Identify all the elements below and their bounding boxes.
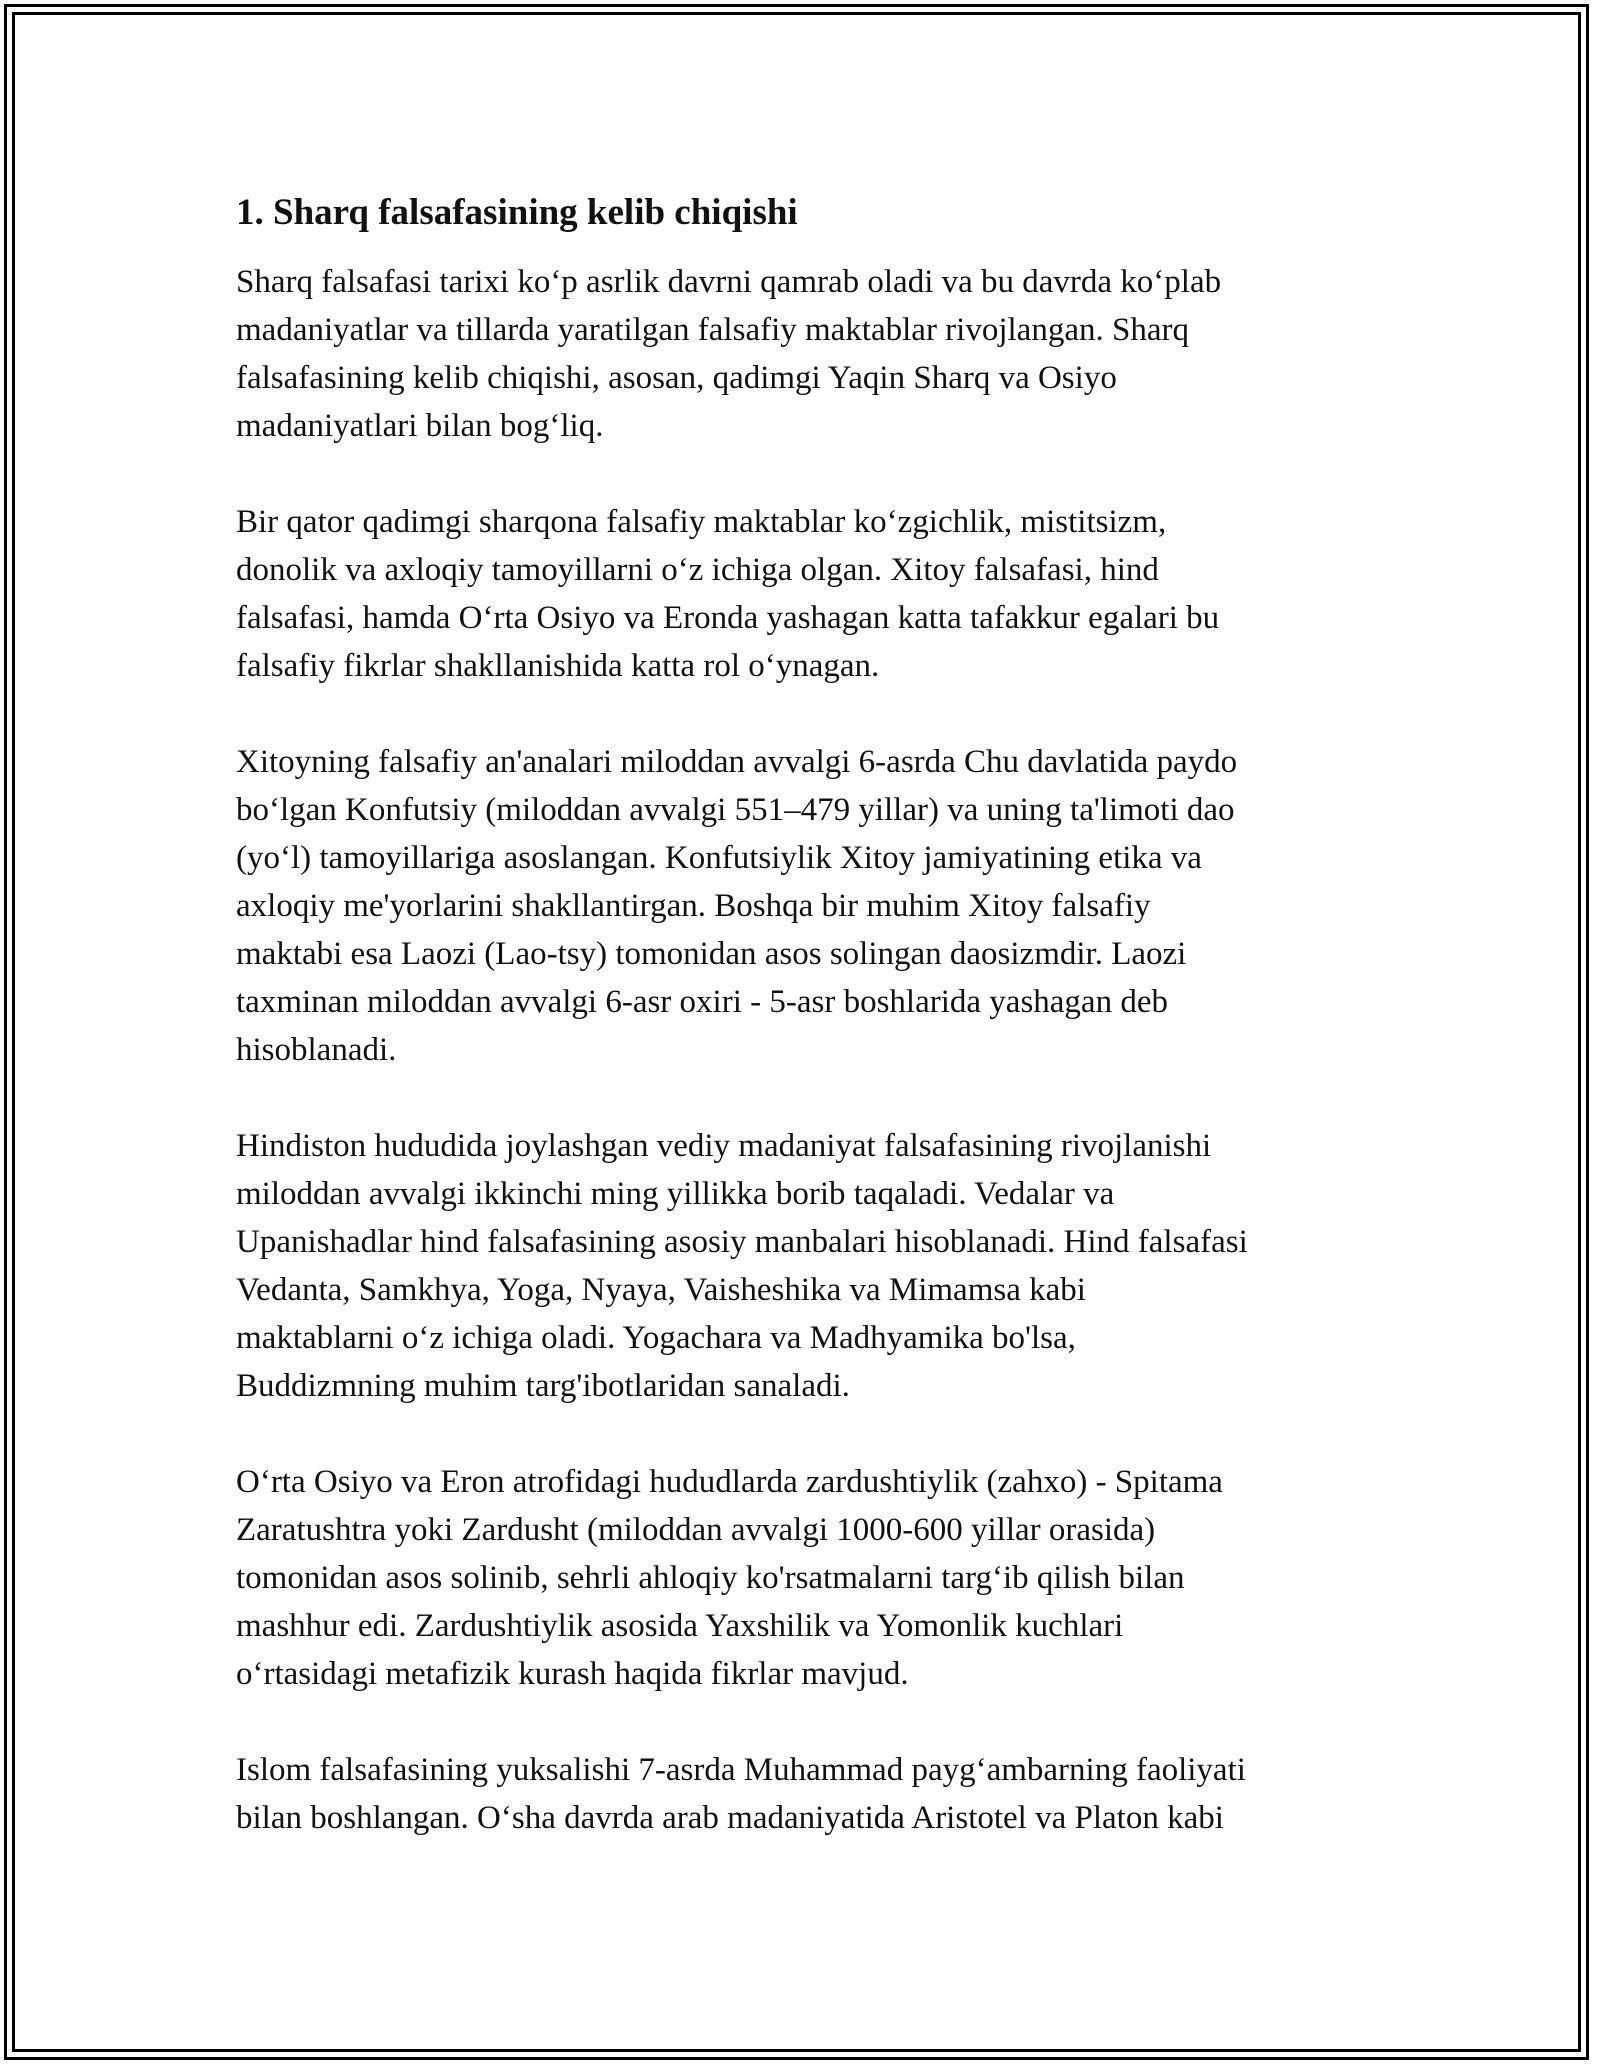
text-line: falsafiy fikrlar shakllanishida katta rol o‘ynagan. (236, 648, 880, 684)
paragraph-indian-philosophy (236, 1122, 1376, 1410)
paragraph-ancient-schools (236, 498, 1376, 690)
text-line: maktabi esa Laozi (Lao-tsy) tomonidan asos solingan daosizmdir. Laozi (236, 936, 1187, 972)
text-line: Vedanta, Samkhya, Yoga, Nyaya, Vaisheshika va Mimamsa kabi (236, 1272, 1086, 1308)
text-line: Sharq falsafasi tarixi ko‘p asrlik davrni qamrab oladi va bu davrda ko‘plab (236, 264, 1222, 300)
text-line: axloqiy me'yorlarini shakllantirgan. Boshqa bir muhim Xitoy falsafiy (236, 888, 1151, 924)
text-line: miloddan avvalgi ikkinchi ming yillikka borib taqaladi. Vedalar va (236, 1176, 1115, 1212)
text-line: bo‘lgan Konfutsiy (miloddan avvalgi 551–479 yillar) va uning ta'limoti dao (236, 792, 1235, 828)
text-line: hisoblanadi. (236, 1032, 397, 1068)
document-body (236, 188, 1376, 1890)
section-heading: 1. Sharq falsafasining kelib chiqishi (236, 192, 798, 233)
paragraph-zoroastrianism (236, 1458, 1376, 1698)
text-line: Upanishadlar hind falsafasining asosiy manbalari hisoblanadi. Hind falsafasi (236, 1224, 1248, 1260)
paragraph-chinese-philosophy (236, 738, 1376, 1074)
text-line: maktablarni o‘z ichiga oladi. Yogachara va Madhyamika bo'lsa, (236, 1320, 1076, 1356)
paragraph-origins (236, 258, 1376, 450)
text-line: o‘rtasidagi metafizik kurash haqida fikrlar mavjud. (236, 1656, 909, 1692)
text-line: Islom falsafasining yuksalishi 7-asrda Muhammad payg‘ambarning faoliyati (236, 1752, 1246, 1788)
text-line: Buddizmning muhim targ'ibotlaridan sanaladi. (236, 1368, 850, 1404)
text-line: taxminan miloddan avvalgi 6-asr oxiri - 5-asr boshlarida yashagan deb (236, 984, 1168, 1020)
paragraph-islamic-philosophy (236, 1746, 1376, 1842)
text-line: donolik va axloqiy tamoyillarni o‘z ichiga olgan. Xitoy falsafasi, hind (236, 552, 1159, 588)
text-line: Hindiston hududida joylashgan vediy madaniyat falsafasining rivojlanishi (236, 1128, 1212, 1164)
text-line: madaniyatlar va tillarda yaratilgan falsafiy maktablar rivojlangan. Sharq (236, 312, 1189, 348)
text-line: falsafasining kelib chiqishi, asosan, qadimgi Yaqin Sharq va Osiyo (236, 360, 1117, 396)
text-line: O‘rta Osiyo va Eron atrofidagi hududlarda zardushtiylik (zahxo) - Spitama (236, 1464, 1223, 1500)
text-line: madaniyatlari bilan bog‘liq. (236, 408, 604, 444)
text-line: (yo‘l) tamoyillariga asoslangan. Konfutsiylik Xitoy jamiyatining etika va (236, 840, 1202, 876)
text-line: falsafasi, hamda O‘rta Osiyo va Eronda yashagan katta tafakkur egalari bu (236, 600, 1220, 636)
text-line: Xitoyning falsafiy an'analari miloddan avvalgi 6-asrda Chu davlatida paydo (236, 744, 1238, 780)
text-line: Zaratushtra yoki Zardusht (miloddan avvalgi 1000-600 yillar orasida) (236, 1512, 1156, 1548)
text-line: mashhur edi. Zardushtiylik asosida Yaxshilik va Yomonlik kuchlari (236, 1608, 1124, 1644)
text-line: tomonidan asos solinib, sehrli ahloqiy ko'rsatmalarni targ‘ib qilish bilan (236, 1560, 1185, 1596)
text-line: bilan boshlangan. O‘sha davrda arab madaniyatida Aristotel va Platon kabi (236, 1800, 1224, 1836)
text-line: Bir qator qadimgi sharqona falsafiy maktablar ko‘zgichlik, mistitsizm, (236, 504, 1167, 540)
